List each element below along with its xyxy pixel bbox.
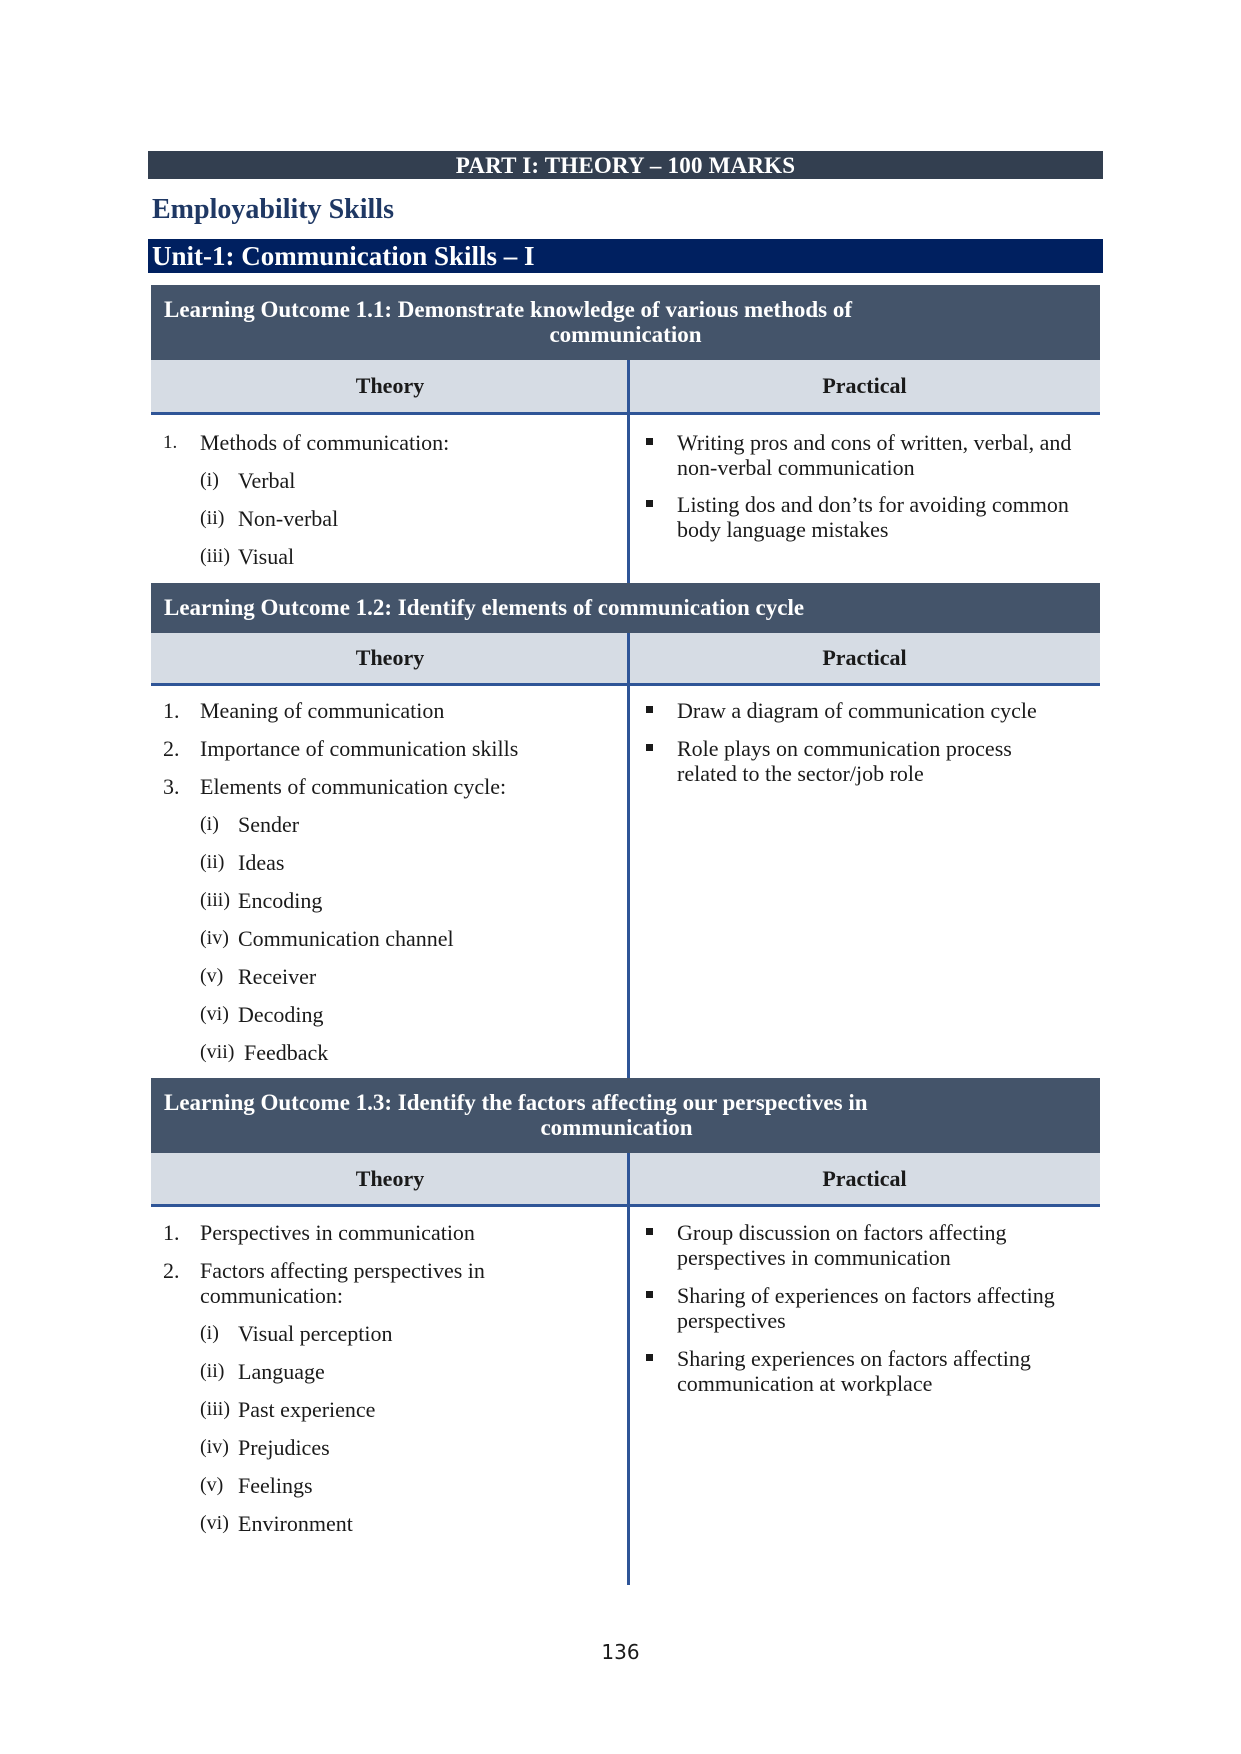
bullet-icon <box>646 744 653 751</box>
theory-header: Theory <box>355 373 425 398</box>
column-header-row <box>151 633 1100 686</box>
column-divider <box>627 633 630 1078</box>
unit-banner: Unit-1: Communication Skills – I <box>148 239 1103 273</box>
practical-header: Practical <box>822 645 907 670</box>
theory-header: Theory <box>355 645 425 670</box>
learning-outcome-title-line2: communication <box>549 322 702 347</box>
column-header-row <box>151 360 1100 415</box>
theory-column: 1. Perspectives in communication 2. Factors affecting perspectives in communication: (i) Visual perception (ii) Language (iii) Past experience (iv) Prejudices (v) Feelings (vi) Environment <box>163 1220 485 1536</box>
theory-column: 1. Meaning of communication 2. Importance of communication skills 3. Elements of communication cycle: (i) Sender (ii) Ideas (iii) Encoding (iv) Communication channel (v) Receiver (vi) Decoding (vii) Feedback <box>163 698 519 1065</box>
learning-outcome-header <box>151 285 1100 360</box>
column-divider <box>627 1153 630 1585</box>
column-divider <box>627 360 630 583</box>
bullet-icon <box>646 1228 653 1235</box>
bullet-icon <box>646 706 653 713</box>
page-number: 136 <box>601 1640 640 1664</box>
bullet-icon <box>646 1291 653 1298</box>
learning-outcome-title-line2: communication <box>540 1115 693 1140</box>
learning-outcome-title: Learning Outcome 1.1: Demonstrate knowledge of various methods of <box>164 297 853 322</box>
learning-outcome-title: Learning Outcome 1.3: Identify the factors affecting our perspectives in <box>164 1090 868 1115</box>
practical-header: Practical <box>822 373 907 398</box>
learning-outcome-header <box>151 1078 1100 1153</box>
column-header-row <box>151 1153 1100 1207</box>
bullet-icon <box>646 438 653 445</box>
part-banner: PART I: THEORY – 100 MARKS <box>148 151 1103 179</box>
practical-column: Group discussion on factors affecting perspectives in communication Sharing of experiences on factors affecting perspectives Sharing experiences on factors affecting communication at workplace <box>640 1220 1090 1420</box>
practical-column: Writing pros and cons of written, verbal, and non-verbal communication Listing dos and don’ts for avoiding common body language mistakes <box>640 430 1090 580</box>
section-title: Employability Skills <box>152 194 394 225</box>
theory-column: 1. Methods of communication: (i) Verbal (ii) Non-verbal (iii) Visual <box>163 430 450 569</box>
learning-outcome-header <box>151 583 1100 633</box>
bullet-icon <box>646 1354 653 1361</box>
practical-header: Practical <box>822 1165 907 1191</box>
learning-outcome-title: Learning Outcome 1.2: Identify elements of communication cycle <box>164 595 805 620</box>
bullet-icon <box>646 500 653 507</box>
theory-header: Theory <box>355 1165 425 1191</box>
practical-column: Draw a diagram of communication cycle Role plays on communication process related to the sector/job role <box>640 698 1090 818</box>
